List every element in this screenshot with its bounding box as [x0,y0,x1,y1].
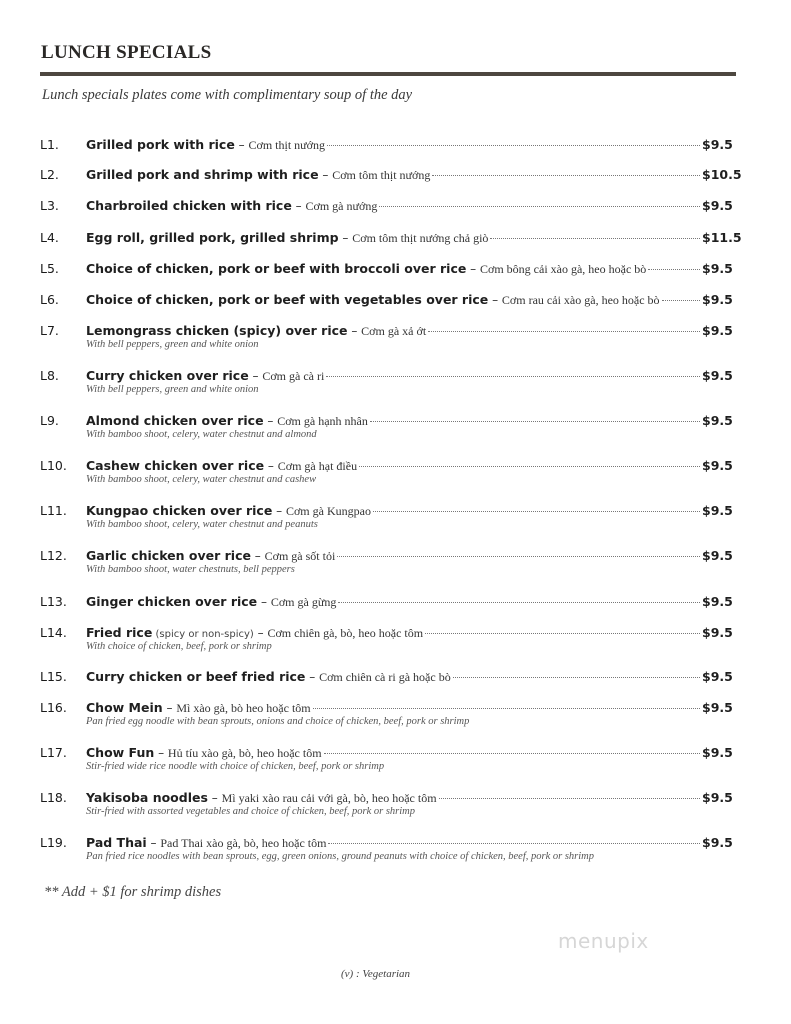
item-price: $9.5 [702,548,733,563]
item-description: Pan fried rice noodles with bean sprouts, egg, green onions, ground peanuts with choice of chicken, beef, pork or shrimp [86,851,595,862]
item-name: Choice of chicken, pork or beef with vegetables over rice [86,292,489,307]
item-number: L18. [40,790,67,805]
separator: – [234,138,249,152]
item-line [86,835,700,851]
item-number: L7. [40,323,59,338]
item-vietnamese-name: Mì yaki xào rau cải với gà, bò, heo hoặc tôm [221,791,437,805]
item-line [86,230,700,246]
item-number: L6. [40,292,59,307]
item-number: L16. [40,700,67,715]
separator: – [291,199,306,213]
item-price: $9.5 [702,790,733,805]
item-name: Egg roll, grilled pork, grilled shrimp [86,230,339,245]
item-name: Pad Thai [86,835,147,850]
item-price: $9.5 [702,594,733,609]
item-name: Charbroiled chicken with rice [86,198,292,213]
item-line [86,669,700,685]
item-line [86,594,700,610]
separator: – [250,549,265,563]
item-line [86,548,700,564]
dot-leader [326,376,700,377]
separator: – [347,324,362,338]
item-number: L14. [40,625,67,640]
item-line [86,137,700,153]
dot-leader [425,633,700,634]
dot-leader [662,300,700,301]
item-number: L2. [40,167,59,182]
separator: – [146,836,161,850]
item-number: L19. [40,835,67,850]
item-note: (spicy or non-spicy) [155,629,254,640]
dot-leader [313,708,700,709]
item-description: With bamboo shoot, celery, water chestnut and peanuts [86,519,318,530]
item-line [86,167,700,183]
separator: – [248,369,263,383]
page-subtitle: Lunch specials plates come with complimentary soup of the day [42,87,413,103]
separator: – [488,293,502,307]
item-price: $9.5 [702,503,733,518]
item-number: L1. [40,137,59,152]
item-line [86,745,700,761]
item-line [86,292,700,308]
item-vietnamese-name: Cơm tôm thịt nướng chả giò [352,231,489,245]
item-description: Pan fried egg noodle with bean sprouts, onions and choice of chicken, beef, pork or shrimp [86,716,470,727]
item-price: $9.5 [702,669,733,684]
item-vietnamese-name: Cơm rau cải xào gà, heo hoặc bò [501,293,660,307]
legend: (v) : Vegetarian [341,968,411,980]
item-number: L5. [40,261,59,276]
item-vietnamese-name: Cơm chiên gà, bò, heo hoặc tôm [267,626,424,640]
item-name: Chow Fun [86,745,155,760]
footnote: ** Add + $1 for shrimp dishes [44,884,222,900]
separator: – [162,701,177,715]
dot-leader [432,175,700,176]
separator: – [272,504,286,518]
item-price: $9.5 [702,368,733,383]
item-vietnamese-name: Mì xào gà, bò heo hoặc tôm [176,701,311,715]
item-price: $9.5 [702,745,733,760]
item-vietnamese-name: Cơm gà nướng [305,199,378,213]
item-description: With bell peppers, green and white onion [86,384,259,395]
dot-leader [328,843,700,844]
dot-leader [327,145,700,146]
item-description: Stir-fried wide rice noodle with choice of chicken, beef, pork or shrimp [86,761,385,772]
dot-leader [428,331,700,332]
separator: – [466,262,480,276]
title-divider [40,72,736,76]
item-line [86,261,700,277]
item-line [86,503,700,519]
item-vietnamese-name: Cơm gà xả ớt [361,324,427,338]
dot-leader [648,269,700,270]
item-description: With bamboo shoot, celery, water chestnut and almond [86,429,317,440]
separator: – [154,746,168,760]
item-price: $11.5 [702,230,742,245]
item-vietnamese-name: Cơm gà Kungpao [285,504,371,518]
item-price: $9.5 [702,261,733,276]
dot-leader [439,798,700,799]
item-line [86,413,700,429]
item-line [86,368,700,384]
dot-leader [338,602,700,603]
item-price: $9.5 [702,292,733,307]
item-price: $10.5 [702,167,742,182]
item-number: L12. [40,548,67,563]
separator: – [263,414,278,428]
separator: – [253,626,268,640]
item-vietnamese-name: Cơm tôm thịt nướng [332,168,431,182]
item-name: Curry chicken or beef fried rice [86,669,306,684]
item-price: $9.5 [702,700,733,715]
separator: – [305,670,320,684]
separator: – [338,231,353,245]
item-number: L10. [40,458,67,473]
dot-leader [373,511,700,512]
item-name: Chow Mein [86,700,163,715]
item-vietnamese-name: Cơm gà gừng [270,595,337,609]
item-name: Cashew chicken over rice [86,458,265,473]
separator: – [318,168,333,182]
item-number: L17. [40,745,67,760]
item-name: Ginger chicken over rice [86,594,258,609]
item-vietnamese-name: Cơm thịt nướng [248,138,326,152]
item-name: Kungpao chicken over rice [86,503,273,518]
dot-leader [324,753,700,754]
item-name: Curry chicken over rice [86,368,249,383]
item-vietnamese-name: Cơm bông cải xào gà, heo hoặc bò [479,262,647,276]
item-description: With bell peppers, green and white onion [86,339,259,350]
item-price: $9.5 [702,323,733,338]
item-name: Garlic chicken over rice [86,548,251,563]
page-title: LUNCH SPECIALS [41,42,212,63]
item-line [86,625,700,641]
item-description: With bamboo shoot, celery, water chestnut and cashew [86,474,317,485]
item-number: L13. [40,594,67,609]
item-price: $9.5 [702,835,733,850]
item-vietnamese-name: Pad Thai xào gà, bò, heo hoặc tôm [160,836,327,850]
item-line [86,198,700,214]
item-price: $9.5 [702,413,733,428]
item-name: Grilled pork and shrimp with rice [86,167,319,182]
item-description: With bamboo shoot, water chestnuts, bell peppers [86,564,295,575]
separator: – [207,791,222,805]
item-number: L15. [40,669,67,684]
item-number: L11. [40,503,67,518]
item-line [86,458,700,474]
dot-leader [337,556,700,557]
item-name: Fried rice [86,625,153,640]
dot-leader [379,206,700,207]
item-number: L8. [40,368,59,383]
dot-leader [359,466,700,467]
separator: – [264,459,278,473]
item-description: Stir-fried with assorted vegetables and choice of chicken, beef, pork or shrimp [86,806,416,817]
separator: – [257,595,271,609]
item-line [86,323,700,339]
item-description: With choice of chicken, beef, pork or shrimp [86,641,272,652]
dot-leader [370,421,700,422]
item-vietnamese-name: Cơm gà hạnh nhân [277,414,368,428]
item-price: $9.5 [702,458,733,473]
watermark-logo: menupix [558,929,649,953]
item-number: L4. [40,230,59,245]
item-vietnamese-name: Hủ tíu xào gà, bò, heo hoặc tôm [167,746,322,760]
item-line [86,700,700,716]
item-number: L9. [40,413,59,428]
item-number: L3. [40,198,59,213]
item-price: $9.5 [702,625,733,640]
item-name: Lemongrass chicken (spicy) over rice [86,323,348,338]
item-vietnamese-name: Cơm gà sốt tỏi [264,549,336,563]
item-price: $9.5 [702,198,733,213]
item-line [86,790,700,806]
item-vietnamese-name: Cơm chiên cà ri gà hoặc bò [319,670,451,684]
dot-leader [490,238,700,239]
item-name: Almond chicken over rice [86,413,264,428]
item-name: Yakisoba noodles [86,790,208,805]
item-name: Grilled pork with rice [86,137,235,152]
item-vietnamese-name: Cơm gà hạt điều [277,459,358,473]
item-price: $9.5 [702,137,733,152]
item-name: Choice of chicken, pork or beef with broccoli over rice [86,261,467,276]
item-vietnamese-name: Cơm gà cà ri [262,369,325,383]
dot-leader [453,677,700,678]
